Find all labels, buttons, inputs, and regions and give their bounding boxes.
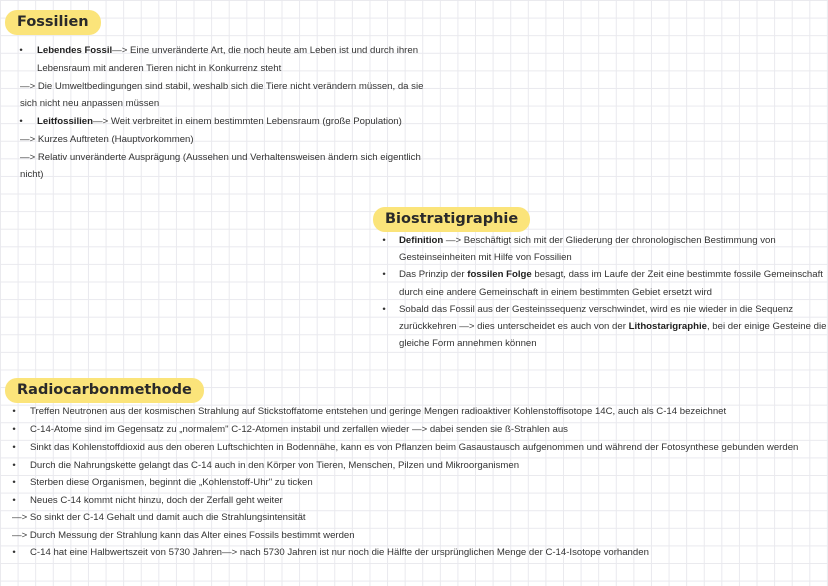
bullet-icon: • [12,424,16,435]
heading-radiocarbonmethode: Radiocarbonmethode [5,378,204,403]
section-fossilien: Fossilien • Lebendes Fossil—> Eine unveränderte Art, die noch heute am Leben ist und durch ihren Lebensraum mit anderen Tieren nicht in Konkurrenz steht —> Die Umweltbedingungen sind stabil, weshalb sich die Tiere nicht verändern müssen, da sie sich nicht neu anpassen müssen • Leitfossilien—> Weit verbreitet in einem bestimmten Lebensraum (große Population) —> Kurzes Auftreten (Hauptvorkommen) —> Relativ unveränderte Ausprägung (Aussehen und Verhaltensweisen ändern sich eigentlich nicht) [0,0,420,190]
fossil-line-3: —> Die Umweltbedingungen sind stabil, weshalb sich die Tiere nicht verändern müssen, da sie [20,81,424,92]
bullet-icon: • [382,304,386,315]
bullet-icon: • [12,477,16,488]
heading-fossilien: Fossilien [5,10,101,35]
bio-line-4: durch eine andere Gemeinschaft in einem bestimmten Gebiet ersetzt wird [399,287,713,298]
radio-line-8: —> Durch Messung der Strahlung kann das Alter eines Fossils bestimmt werden [12,530,355,541]
bullet-icon: • [19,45,23,56]
bullet-icon: • [12,442,16,453]
bullet-icon: • [12,406,16,417]
radio-line-7: —> So sinkt der C-14 Gehalt und damit auch die Strahlungsintensität [12,512,306,523]
fossil-line-7: —> Relativ unveränderte Ausprägung (Aussehen und Verhaltensweisen ändern sich eigentlich [20,152,421,163]
fossil-line-2: Lebensraum mit anderen Tieren nicht in Konkurrenz steht [37,63,282,74]
bullet-icon: • [12,547,16,558]
bullet-icon: • [12,495,16,506]
bullet-icon: • [19,116,23,127]
bullet-icon: • [382,235,386,246]
bullet-icon: • [382,269,386,280]
fossil-line-8: nicht) [20,169,44,180]
bio-line-6: zurückkehren —> dies unterscheidet es auch von der Lithostarigraphie, bei der einige Gesteine die [399,321,827,332]
section-biostratigraphie: Biostratigraphie • Definition —> Beschäftigt sich mit der Gliederung der chronologischen Bestimmung von Gesteinseinheiten mit Hilfe von Fossilien • Das Prinzip der fossilen Folge besagt, dass im Laufe der Zeit eine bestimmte fossile Gemeinschaft durch eine andere Gemeinschaft in einem bestimmten Gebiet ersetzt wird • Sobald das Fossil aus der Gesteinssequenz verschwindet, wird es nie wieder in die Sequenz zurückkehren —> dies unterscheidet es auch von der Lithostarigraphie, bei der einige Gesteine die gleiche Form annehmen können [370,200,825,355]
bullet-icon: • [12,460,16,471]
section-radiocarbonmethode: Radiocarbonmethode • Treffen Neutronen aus der kosmischen Strahlung auf Stickstoffatome entstehen und geringe Mengen radioaktiver Kohlenstoffisotope 14C, auch als C-14 bezeichnet • C-14-Atome sind im Gegensatz zu „normalem" C-12-Atomen instabil und zerfallen wieder —> dabei senden sie ß-Strahlen aus • Sinkt das Kohlenstoffdioxid aus den oberen Luftschichten in Bodennähe, kann es von Pflanzen beim Gasaustausch aufgenommen und während der Fotosynthese gebunden werden • Durch die Nahrungskette gelangt das C-14 auch in den Körper von Tieren, Menschen, Pilzen und Mikroorganismen • Sterben diese Organismen, beginnt die „Kohlenstoff-Uhr" zu ticken • Neues C-14 kommt nicht hinzu, doch der Zerfall geht weiter —> So sinkt der C-14 Gehalt und damit auch die Strahlungsintensität —> Durch Messung der Strahlung kann das Alter eines Fossils bestimmt werden • C-14 hat eine Halbwertszeit von 5730 Jahren—> nach 5730 Jahren ist nur noch die Hälfte der ursprünglichen Menge der C-14-Isotope vorhanden [0,375,828,575]
heading-biostratigraphie: Biostratigraphie [373,207,530,232]
fossil-line-4: sich nicht neu anpassen müssen [20,98,160,109]
bio-line-7: gleiche Form annehmen können [399,338,537,349]
fossil-line-6: —> Kurzes Auftreten (Hauptvorkommen) [20,134,194,145]
bio-line-2: Gesteinseinheiten mit Hilfe von Fossilien [399,252,572,263]
